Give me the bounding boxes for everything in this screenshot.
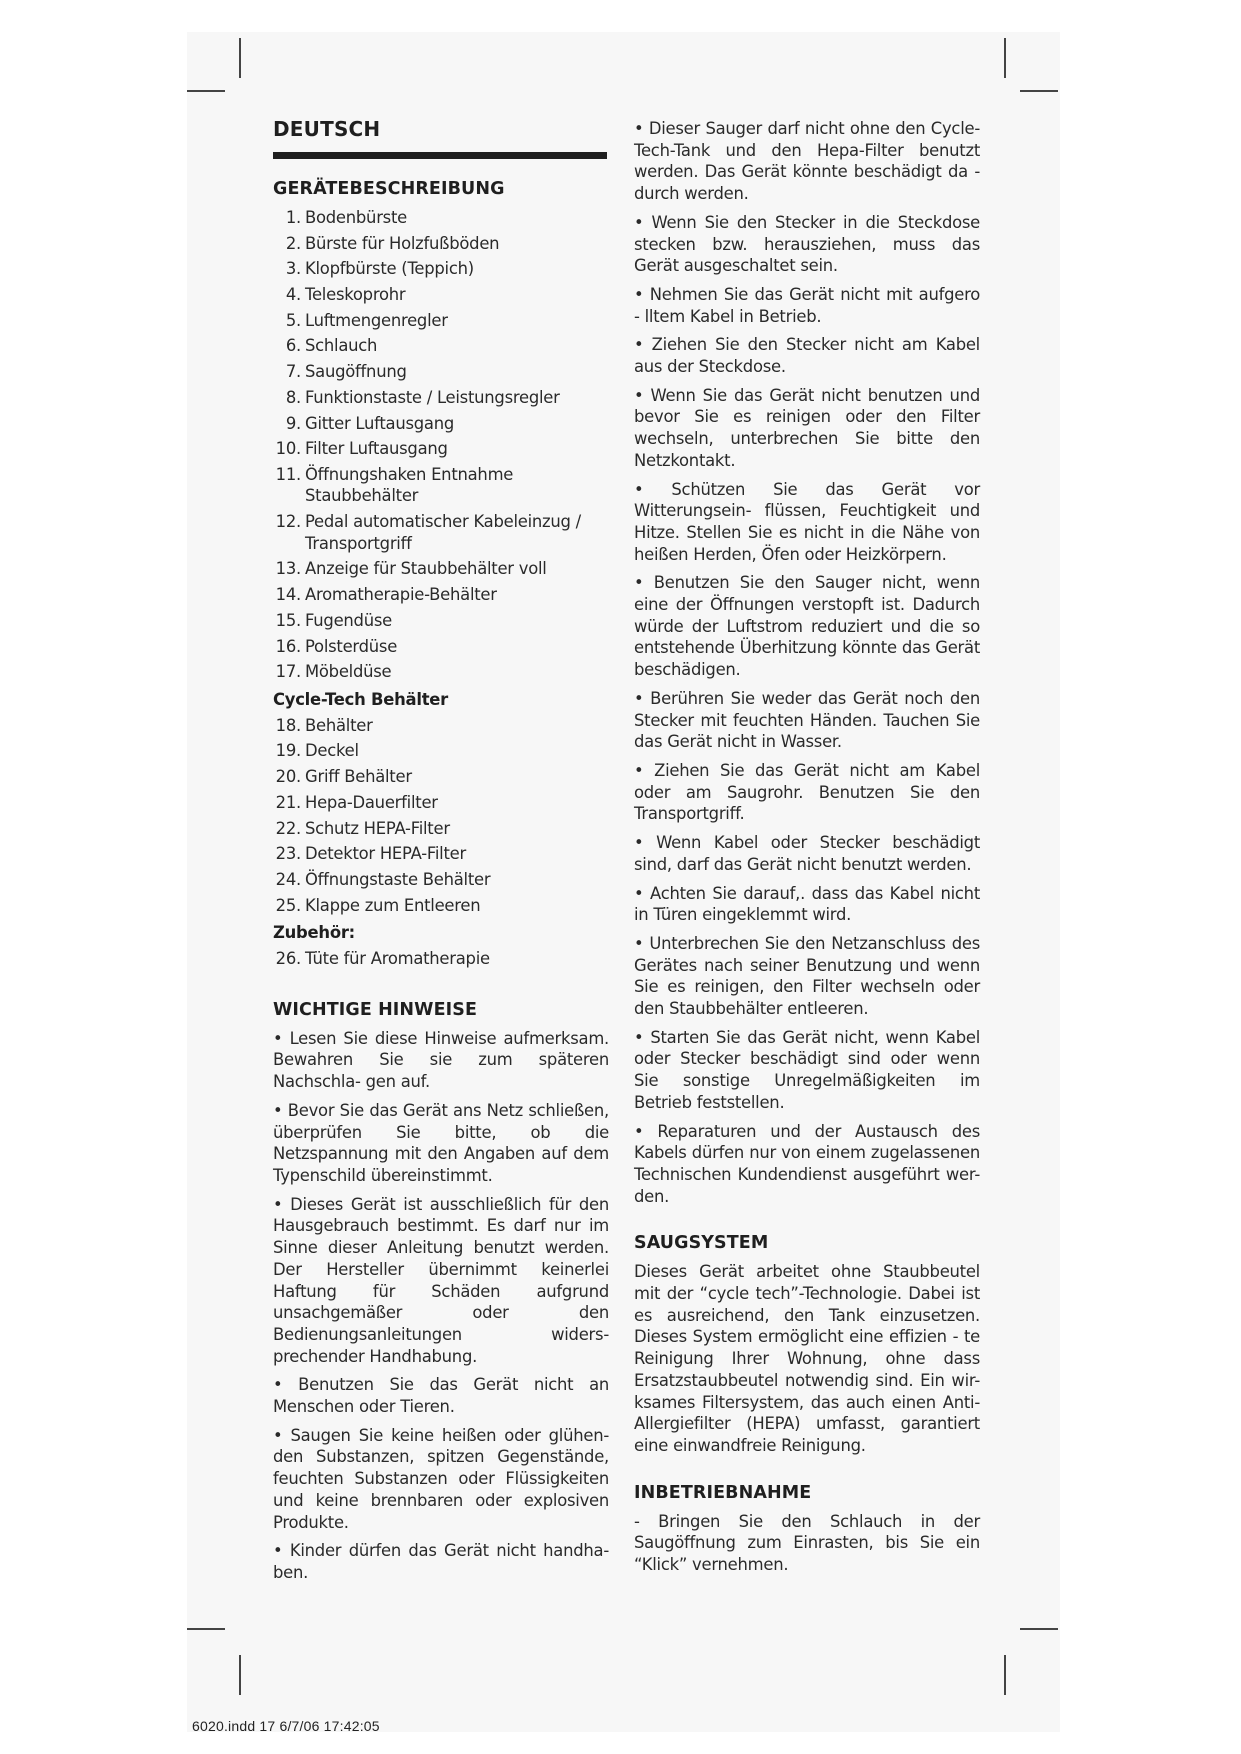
list-item: [273, 387, 609, 409]
safety-note: • Bevor Sie das Gerät ans Netz schließen, überprüfen Sie bitte, ob die Netzspannung mit den Angaben auf dem Typenschild übereinstimmt.: [273, 1100, 609, 1185]
list-item: [273, 207, 609, 229]
item-label: Gitter Luftausgang: [305, 413, 454, 433]
item-number: 6.: [285, 336, 301, 356]
safety-note: • Schützen Sie das Gerät vor Witterungsein- flüssen, Feuchtigkeit und Hitze. Stellen Sie es nicht in die Nähe von heißen Herden, Öfen oder Heizkörpern.: [634, 479, 980, 564]
safety-note: • Dieser Sauger darf nicht ohne den Cycle- Tech-Tank und den Hepa-Filter benutzt werden. Das Gerät könnte beschädigt da - durch werden.: [634, 119, 980, 204]
item-number: 10.: [275, 439, 301, 459]
startup-text: - Bringen Sie den Schlauch in der Saugöffnung zum Einrasten, bis Sie ein “Klick” vernehmen.: [634, 1511, 980, 1575]
item-number: 1.: [285, 208, 301, 227]
safety-note: • Ziehen Sie das Gerät nicht am Kabel oder am Saugrohr. Benutzen Sie den Transportgriff.: [634, 760, 980, 824]
list-item: [273, 792, 609, 814]
list-item: [273, 233, 609, 255]
item-label: Schutz HEPA-Filter: [305, 818, 450, 838]
crop-mark: [239, 1655, 241, 1695]
list-item: [273, 818, 609, 840]
list-item: [273, 361, 609, 383]
safety-note: • Benutzen Sie das Gerät nicht an Menschen oder Tieren.: [273, 1375, 609, 1417]
item-number: 12.: [275, 512, 301, 532]
language-title: DEUTSCH: [273, 117, 381, 141]
item-number: 20.: [275, 767, 301, 787]
item-number: 4.: [285, 285, 301, 305]
item-number: 14.: [275, 585, 301, 605]
item-number: 22.: [275, 818, 301, 838]
item-number: 9.: [285, 413, 301, 433]
list-item: [273, 438, 609, 460]
item-label: Bürste für Holzfußböden: [305, 233, 500, 253]
crop-mark: [1004, 1655, 1006, 1695]
item-number: 23.: [275, 844, 301, 864]
crop-mark: [187, 90, 225, 92]
list-item: [273, 284, 609, 306]
safety-note: • Saugen Sie keine heißen oder glühen- den Substanzen, spitzen Gegenstände, feuchten Substanzen oder Flüssigkeiten und keine brennbaren oder explosiven Produkte.: [273, 1425, 609, 1532]
item-label: Filter Luftausgang: [305, 439, 448, 459]
item-number: 17.: [275, 662, 301, 682]
description-heading: GERÄTEBESCHREIBUNG: [273, 179, 505, 199]
list-item: [273, 464, 609, 507]
item-label: Pedal automatischer Kabeleinzug / Transportgriff: [305, 512, 581, 553]
list-item: [273, 558, 609, 580]
list-item: [273, 740, 609, 762]
list-item: [273, 869, 609, 891]
item-label: Griff Behälter: [305, 767, 412, 787]
safety-note: • Achten Sie darauf,. dass das Kabel nicht in Türen eingeklemmt wird.: [634, 883, 980, 925]
item-label: Fugendüse: [305, 610, 392, 630]
item-number: 19.: [275, 741, 301, 761]
list-item: [273, 584, 609, 606]
item-label: Öffnungstaste Behälter: [305, 869, 491, 889]
item-label: Saugöffnung: [305, 362, 407, 382]
crop-mark: [239, 38, 241, 78]
item-label: Öffnungshaken Entnahme Staubbehälter: [305, 464, 514, 506]
item-label: Behälter: [305, 715, 373, 735]
item-label: Teleskoprohr: [305, 285, 406, 305]
crop-mark: [1004, 38, 1006, 78]
item-label: Detektor HEPA-Filter: [305, 844, 466, 864]
item-number: 3.: [285, 259, 301, 279]
item-number: 2.: [285, 233, 301, 253]
item-label: Klopfbürste (Teppich): [305, 259, 474, 279]
list-item: [273, 413, 609, 435]
title-rule: [273, 152, 607, 159]
item-label: Bodenbürste: [305, 208, 407, 227]
safety-note: • Wenn Sie das Gerät nicht benutzen und bevor Sie es reinigen oder den Filter wechseln, unterbrechen Sie bitte den Netzkontakt.: [634, 385, 980, 470]
list-item: [273, 258, 609, 280]
suction-heading: SAUGSYSTEM: [634, 1233, 769, 1254]
right-column: [634, 118, 980, 1576]
item-label: Anzeige für Staubbehälter voll: [305, 559, 547, 579]
safety-note: • Lesen Sie diese Hinweise aufmerksam. Bewahren Sie sie zum späteren Nachschla- gen auf.: [273, 1028, 609, 1092]
item-label: Polsterdüse: [305, 636, 398, 656]
item-label: Tüte für Aromatherapie: [305, 949, 490, 969]
item-label: Funktionstaste / Leistungsregler: [305, 387, 560, 407]
accessory-list: [273, 948, 609, 970]
crop-mark: [1020, 90, 1058, 92]
item-label: Aromatherapie-Behälter: [305, 585, 497, 605]
item-label: Deckel: [305, 741, 359, 761]
safety-notes-left: [273, 1028, 609, 1584]
startup-heading: INBETRIEBNAHME: [634, 1482, 812, 1503]
list-item: [273, 661, 609, 683]
safety-note: • Benutzen Sie den Sauger nicht, wenn eine der Öffnungen verstopft ist. Dadurch würde der Luftstrom reduziert und die so entstehende Überhitzung könnte das Gerät beschädigen.: [634, 573, 980, 680]
parts-list: [273, 207, 609, 683]
list-item: [273, 335, 609, 357]
item-number: 16.: [275, 636, 301, 656]
item-number: 25.: [275, 895, 301, 915]
item-number: 11.: [275, 464, 301, 484]
item-label: Hepa-Dauerfilter: [305, 792, 438, 812]
cycle-parts-list: [273, 715, 609, 916]
item-label: Luftmengenregler: [305, 310, 448, 330]
safety-note: • Kinder dürfen das Gerät nicht handha- ben.: [273, 1541, 609, 1582]
safety-note: • Dieses Gerät ist ausschließlich für den Hausgebrauch bestimmt. Es darf nur im Sinne dieser Anleitung benutzt werden. Der Hersteller übernimmt keinerlei Haftung für Schäden aufgrund unsachgemäßer oder den Bedienungsanleitungen widers- prechender Handhabung.: [273, 1194, 609, 1366]
list-item: [273, 895, 609, 917]
safety-note: • Nehmen Sie das Gerät nicht mit aufgero - lltem Kabel in Betrieb.: [634, 284, 980, 326]
item-number: 24.: [275, 869, 301, 889]
list-item: [273, 310, 609, 332]
item-number: 7.: [285, 362, 301, 382]
item-number: 26.: [275, 949, 301, 969]
accessory-heading: Zubehör:: [273, 923, 355, 943]
safety-note: • Reparaturen und der Austausch des Kabels dürfen nur von einem zugelassenen Technischen Kundendienst ausgeführt wer- den.: [634, 1121, 980, 1206]
list-item: [273, 715, 609, 737]
item-number: 18.: [275, 715, 301, 735]
notes-heading: WICHTIGE HINWEISE: [273, 999, 477, 1020]
item-number: 8.: [285, 387, 301, 407]
list-item: [273, 948, 609, 970]
safety-note: • Wenn Sie den Stecker in die Steckdose stecken bzw. herausziehen, muss das Gerät ausgeschaltet sein.: [634, 212, 980, 276]
crop-mark: [187, 1628, 225, 1630]
list-item: [273, 511, 609, 554]
safety-notes-right: [634, 118, 980, 1207]
list-item: [273, 843, 609, 865]
item-number: 5.: [285, 310, 301, 330]
item-label: Schlauch: [305, 336, 378, 356]
item-number: 13.: [275, 559, 301, 579]
crop-mark: [1020, 1628, 1058, 1630]
safety-note: • Berühren Sie weder das Gerät noch den Stecker mit feuchten Händen. Tauchen Sie das Gerät nicht in Wasser.: [634, 688, 980, 752]
safety-note: • Ziehen Sie den Stecker nicht am Kabel aus der Steckdose.: [634, 335, 980, 377]
item-label: Klappe zum Entleeren: [305, 895, 481, 915]
safety-note: • Unterbrechen Sie den Netzanschluss des Gerätes nach seiner Benutzung und wenn Sie es reinigen, den Filter wechseln oder den Staubbehälter entleeren.: [634, 933, 980, 1019]
left-column: [273, 118, 609, 1591]
list-item: [273, 766, 609, 788]
safety-note: • Wenn Kabel oder Stecker beschädigt sind, darf das Gerät nicht benutzt werden.: [634, 833, 980, 874]
print-slug: 6020.indd 17 6/7/06 17:42:05: [192, 1718, 380, 1734]
item-number: 15.: [275, 610, 301, 630]
suction-text: Dieses Gerät arbeitet ohne Staubbeutel mit der “cycle tech”-Technologie. Dabei ist es ausreichend, den Tank einzusetzen. Dieses System ermöglicht eine effizien - te Reinigung Ihrer Wohnung, ohne dass Ersatzstaubbeutel notwendig sind. Ein wir- ksames Filtersystem, das auch einen Anti- Allergiefilter (HEPA) umfasst, garantiert eine einwandfreie Reinigung.: [634, 1262, 980, 1455]
list-item: [273, 610, 609, 632]
item-label: Möbeldüse: [305, 662, 392, 682]
safety-note: • Starten Sie das Gerät nicht, wenn Kabel oder Stecker beschädigt sind oder wenn Sie sonstige Unregelmäßigkeiten im Betrieb feststellen.: [634, 1027, 980, 1112]
list-item: [273, 636, 609, 658]
item-number: 21.: [275, 792, 301, 812]
cycle-heading: Cycle-Tech Behälter: [273, 689, 449, 709]
